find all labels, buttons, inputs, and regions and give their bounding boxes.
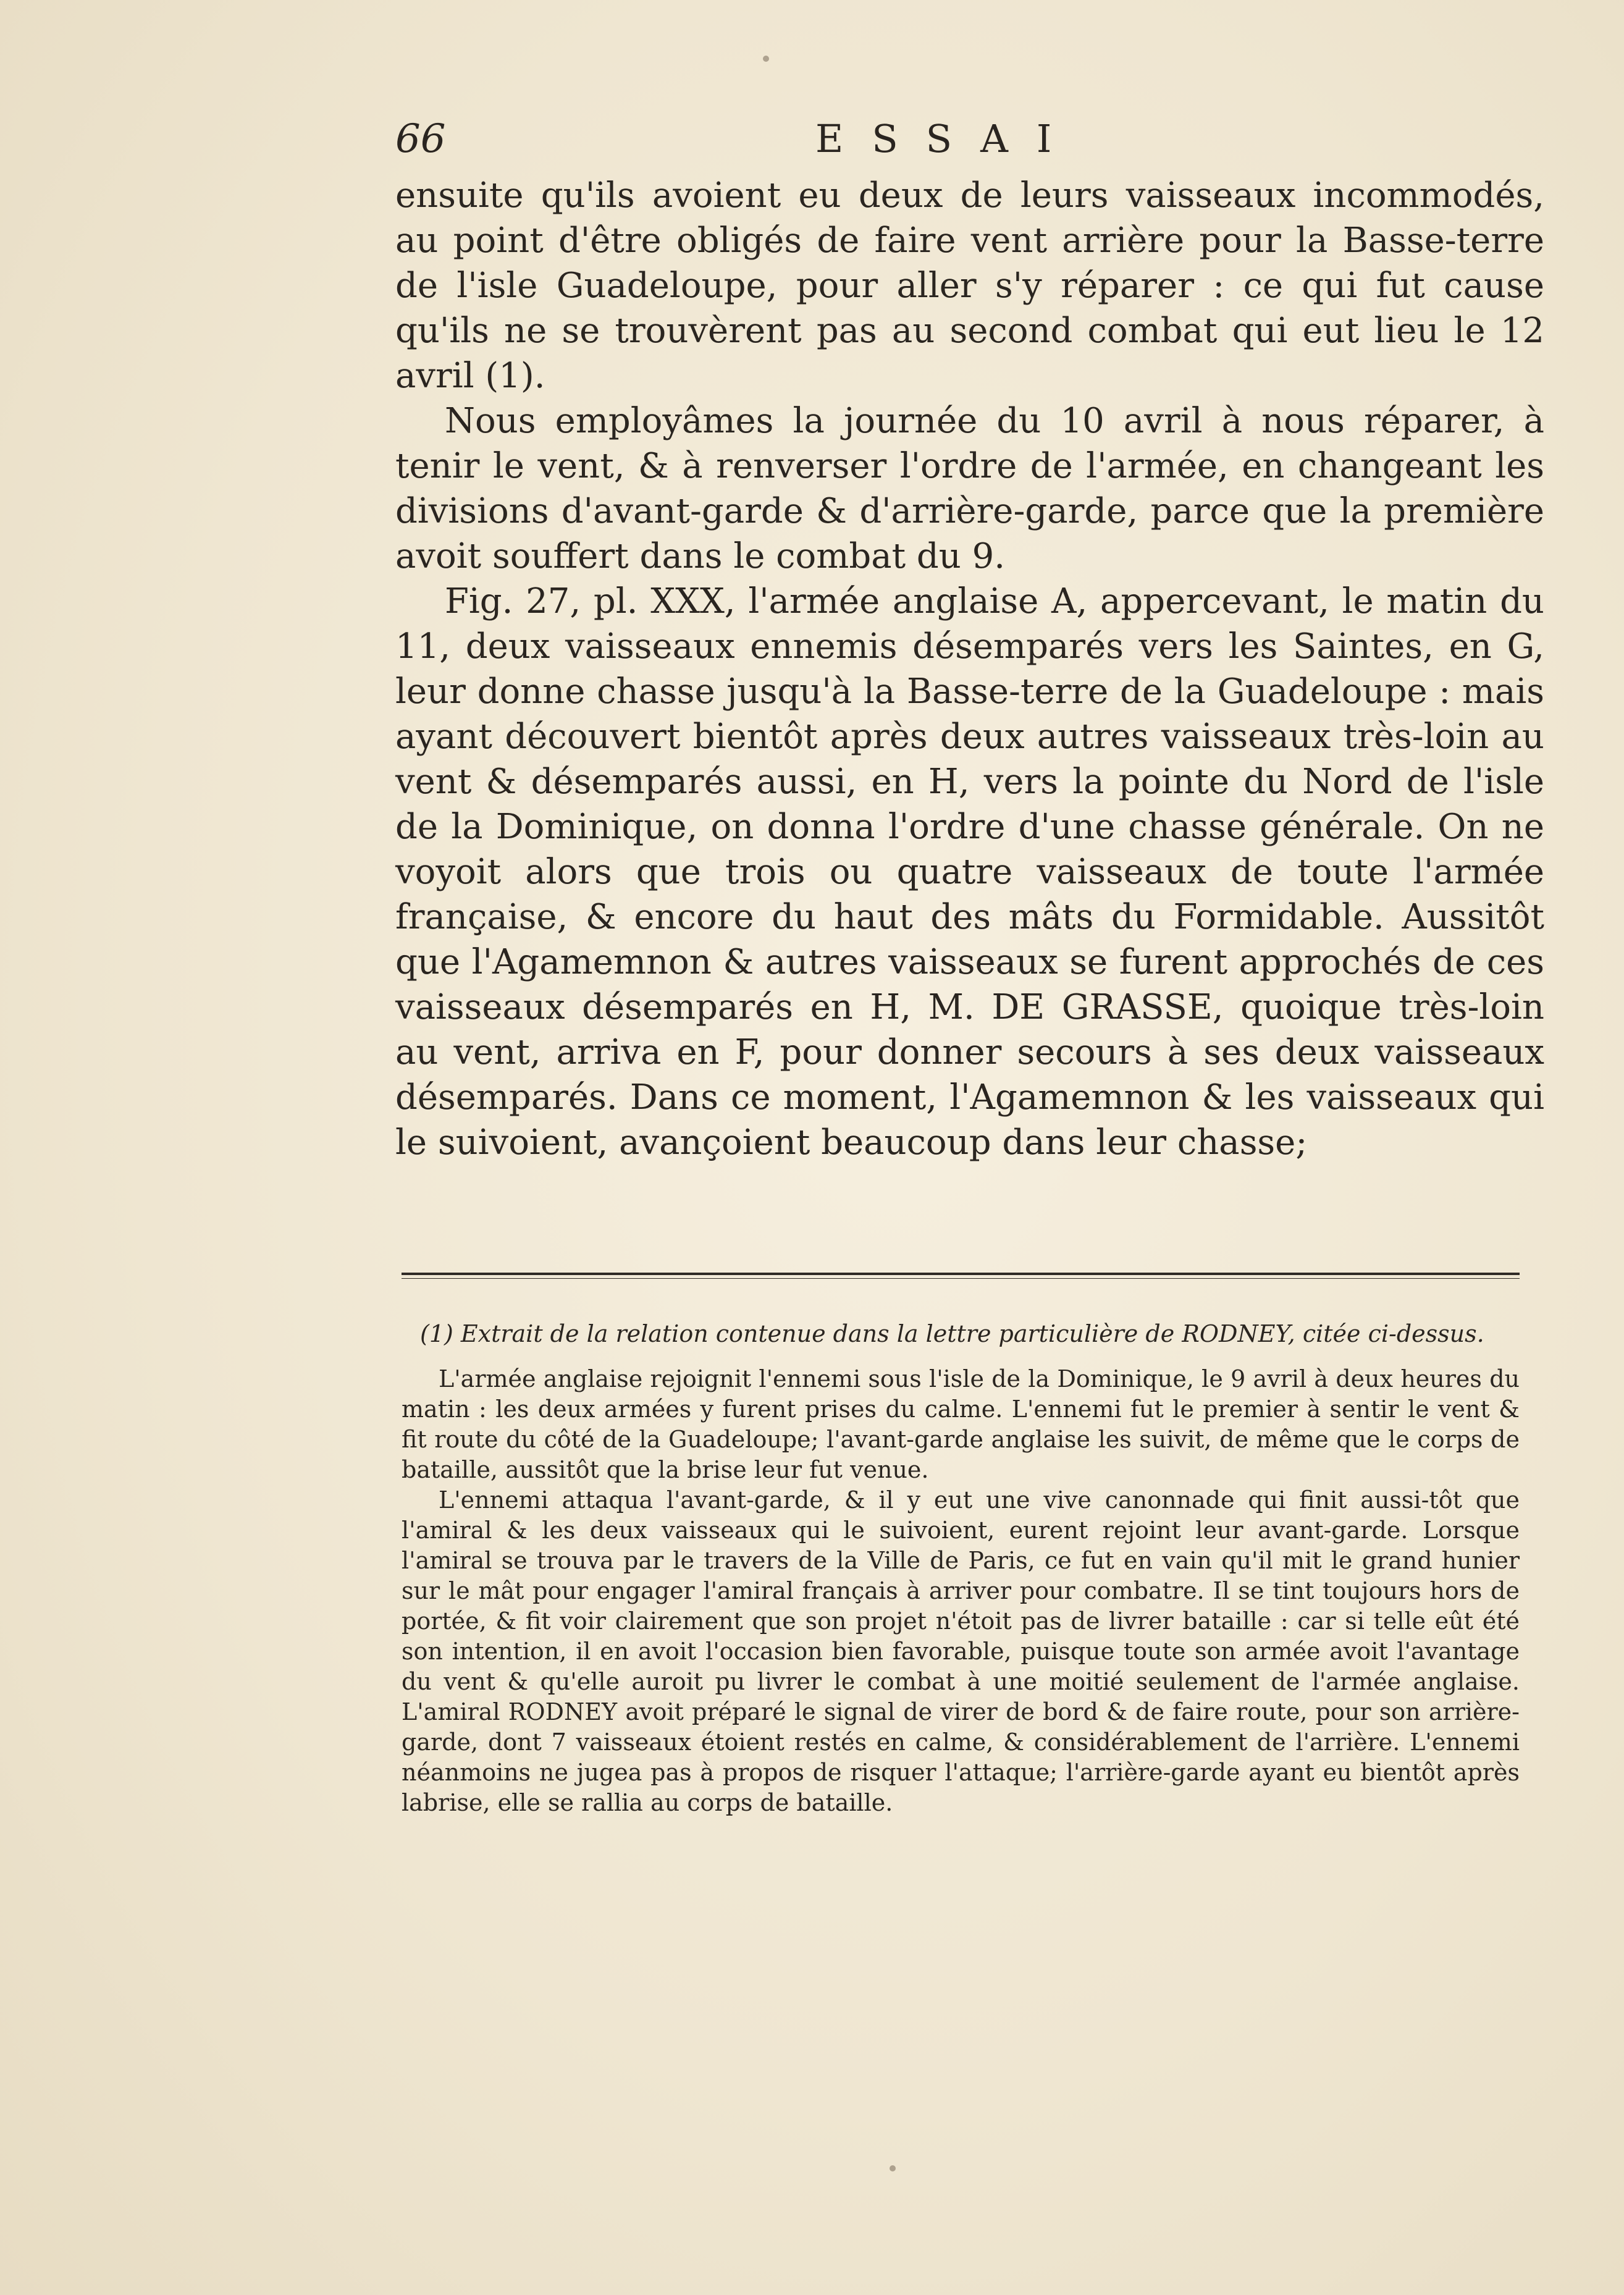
footnote-block [402, 1319, 1520, 1818]
footnote-paragraph: L'ennemi attaqua l'avant-garde, & il y eut une vive canonnade qui finit aussi-tôt que l'amiral & les deux vaisseaux qui le suivoient, eurent rejoint leur avant-garde. Lorsque l'amiral se trouva par le travers de la Ville de Paris, ce fut en vain qu'il mit le grand hunier sur le mât pour engager l'amiral français à arriver pour combatre. Il se tint toujours hors de portée, & fit voir clairement que son projet n'étoit pas de livrer bataille : car si telle eût été son intention, il en avoit l'occasion bien favorable, puisque toute son armée avoit l'avantage du vent & qu'elle auroit pu livrer le combat à une moitié seulement de l'armée anglaise. L'amiral RODNEY avoit préparé le signal de virer de bord & de faire route, pour son arrière-garde, dont 7 vaisseaux étoient restés en calme, & considérablement de l'arrière. L'ennemi néanmoins ne jugea pas à propos de risquer l'attaque; l'arrière-garde ayant eu bientôt après labrise, elle se rallia au corps de bataille. [402, 1486, 1520, 1816]
footnote-rule [402, 1273, 1520, 1279]
page-header [395, 111, 1569, 167]
paper-speck [890, 2165, 896, 2171]
page-number: 66 [395, 116, 446, 162]
paper-speck [763, 56, 769, 62]
body-paragraph: Nous employâmes la journée du 10 avril à nous réparer, à tenir le vent, & à renverser l'ordre de l'armée, en changeant les divisions d'avant-garde & d'arrière-garde, parce que la première avoit souffert dans le combat du 9. [395, 401, 1544, 576]
footnote-paragraph: L'armée anglaise rejoignit l'ennemi sous l'isle de la Dominique, le 9 avril à deux heures du matin : les deux armées y furent prises du calme. L'ennemi fut le premier à sentir le vent & fit route du côté de la Guadeloupe; l'avant-garde anglaise les suivit, de même que le corps de bataille, aussitôt que la brise leur fut venue. [402, 1365, 1520, 1483]
running-title: ESSAI [815, 116, 1080, 161]
body-paragraph: Fig. 27, pl. XXX, l'armée anglaise A, appercevant, le matin du 11, deux vaisseaux ennemis désemparés vers les Saintes, en G, leur donne chasse jusqu'à la Basse-terre de la Guadeloupe : mais ayant découvert bientôt après deux autres vaisseaux très-loin au vent & désemparés aussi, en H, vers la pointe du Nord de l'isle de la Dominique, on donna l'ordre d'une chasse générale. On ne voyoit alors que trois ou quatre vaisseaux de toute l'armée française, & encore du haut des mâts du Formidable. Aussitôt que l'Agamemnon & autres vaisseaux se furent approchés de ces vaisseaux désemparés en H, M. DE GRASSE, quoique très-loin au vent, arriva en F, pour donner secours à ses deux vaisseaux désemparés. Dans ce moment, l'Agamemnon & les vaisseaux qui le suivoient, avançoient beaucoup dans leur chasse; [395, 581, 1544, 1163]
footnote-title: (1) Extrait de la relation contenue dans la lettre particulière de RODNEY, citée ci-dessus. [420, 1320, 1484, 1347]
main-text [395, 173, 1544, 1165]
body-paragraph: ensuite qu'ils avoient eu deux de leurs vaisseaux incommodés, au point d'être obligés de faire vent arrière pour la Basse-terre de l'isle Guadeloupe, pour aller s'y réparer : ce qui fut cause qu'ils ne se trouvèrent pas au second combat qui eut lieu le 12 avril (1). [395, 175, 1544, 396]
